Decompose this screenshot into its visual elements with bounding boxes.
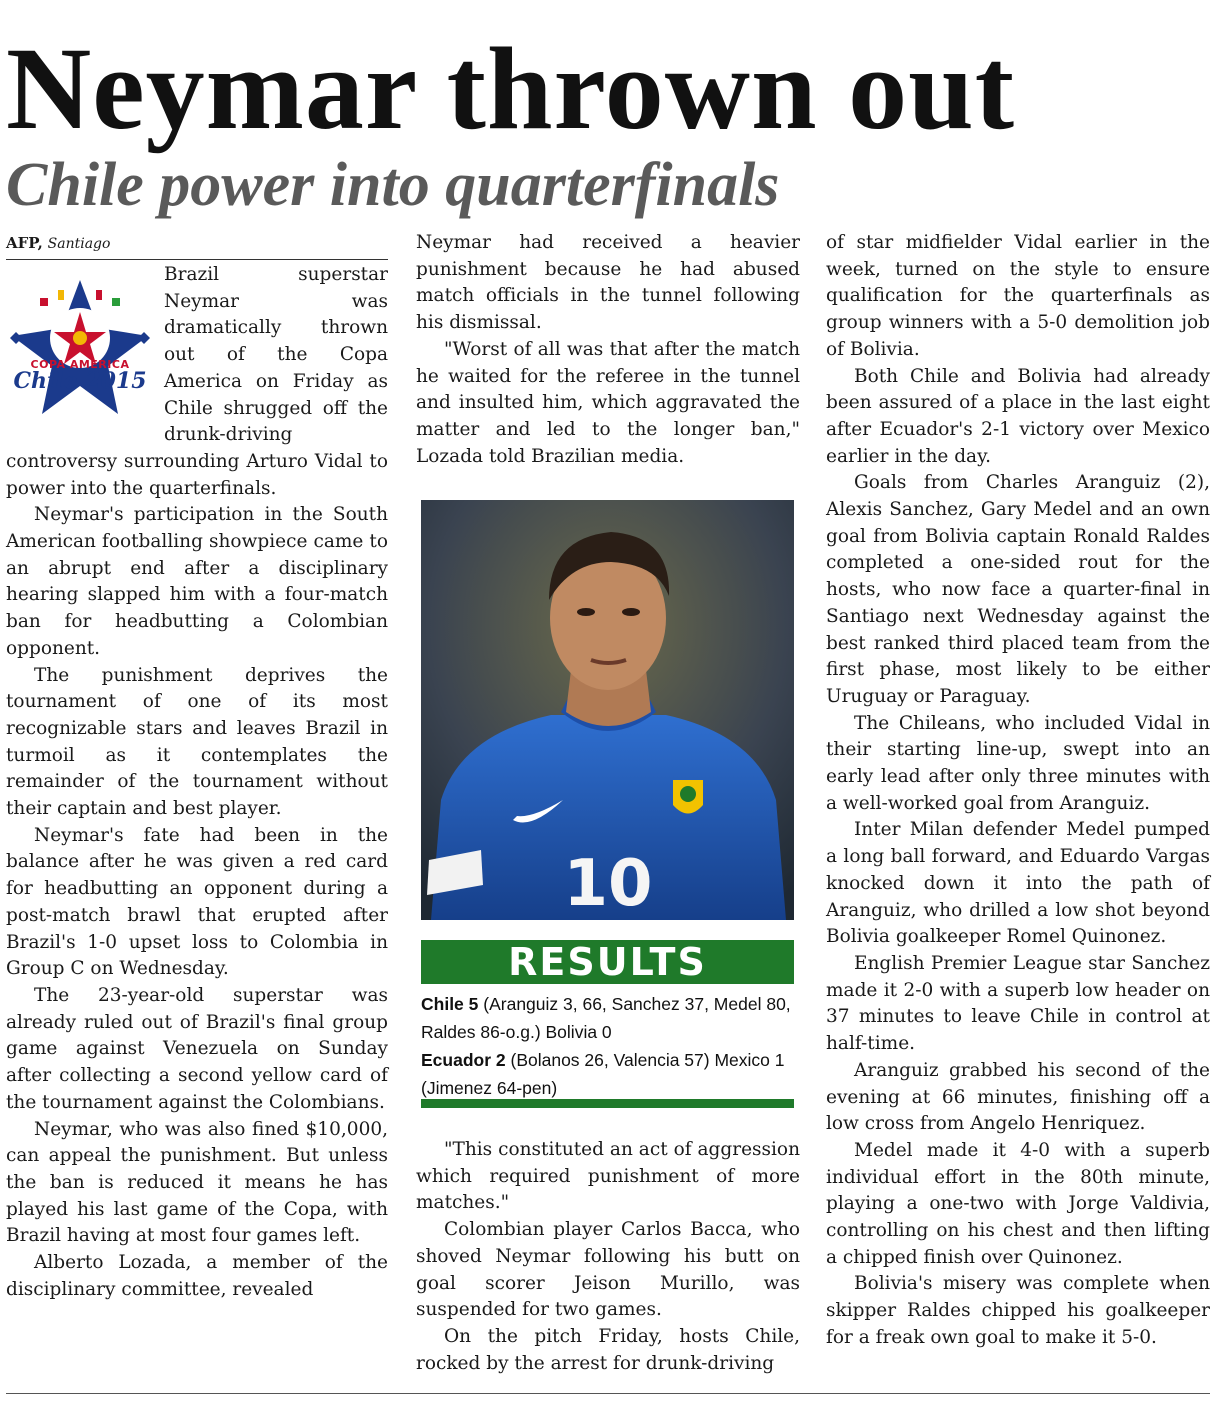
paragraph: Both Chile and Bolivia had already been assured of a place in the last eight after Ecuador's 2-1 victory over Mexico earlier in the day. bbox=[826, 365, 1210, 467]
paragraph: Neymar had received a heavier punishment because he had abused match officials in the tunnel following his dismissal. bbox=[416, 232, 800, 334]
copa-america-logo bbox=[6, 276, 154, 436]
paragraph: On the pitch Friday, hosts Chile, rocked by the arrest for drunk-driving bbox=[416, 1325, 800, 1374]
paragraph: "Worst of all was that after the match he waited for the referee in the tunnel and insulted him, which aggravated the matter and led to the longer ban," Lozada told Brazilian media. bbox=[416, 338, 800, 467]
result-detail: (Bolanos 26, Valencia 57) Mexico 1 (Jimenez 64-pen) bbox=[421, 1050, 785, 1098]
paragraph: Medel made it 4-0 with a superb individual effort in the 80th minute, playing a one-two with Jorge Valdivia, controlling on his chest and then lifting a chipped finish over Quinonez. bbox=[826, 1139, 1210, 1268]
paragraph: Neymar, who was also fined $10,000, can appeal the punishment. But unless the ban is reduced it means he has played his last game of the Copa, with Brazil having at most four games left. bbox=[6, 1118, 388, 1247]
result-team: Ecuador 2 bbox=[421, 1050, 506, 1070]
headline: Neymar thrown out bbox=[6, 23, 1016, 154]
copa-america-star-icon bbox=[6, 276, 154, 416]
paragraph: Brazil superstar Neymar was dramatically thrown out of the Copa America on Friday as Chile shrugged off the drunk-driving controversy surrounding Arturo Vidal to power into the quarterfinals. bbox=[6, 264, 388, 499]
paragraph: Neymar's participation in the South American footballing showpiece came to an abrupt end after a disciplinary hearing slapped him with a four-match ban for headbutting a Colombian opponent. bbox=[6, 504, 388, 659]
result-line bbox=[421, 1046, 794, 1102]
paragraph: Bolivia's misery was complete when skipper Raldes chipped his goalkeeper for a freak own goal to make it 5-0. bbox=[826, 1273, 1210, 1348]
paragraph: Alberto Lozada, a member of the disciplinary committee, revealed bbox=[6, 1252, 388, 1300]
paragraph: Inter Milan defender Medel pumped a long ball forward, and Eduardo Vargas knocked down it into the path of Aranguiz, who drilled a low shot beyond Bolivia goalkeeper Romel Quinonez. bbox=[826, 819, 1210, 948]
results-list bbox=[421, 990, 794, 1102]
article-column-1 bbox=[6, 230, 388, 1303]
byline-place: Santiago bbox=[47, 236, 111, 252]
result-team: Chile 5 bbox=[421, 994, 479, 1014]
paragraph: of star midfielder Vidal earlier in the week, turned on the style to ensure qualification for the quarterfinals as group winners with a 5-0 demolition job of Bolivia. bbox=[826, 232, 1210, 360]
neymar-photo bbox=[421, 500, 794, 920]
article-column-2-top bbox=[416, 230, 800, 470]
player-portrait-image bbox=[421, 500, 794, 920]
results-divider bbox=[421, 1099, 794, 1108]
paragraph: The punishment deprives the tournament of one of its most recognizable stars and leaves Brazil in turmoil as it contemplates the remainder of the tournament without their captain and best player. bbox=[6, 664, 388, 820]
paragraph: Goals from Charles Aranguiz (2), Alexis Sanchez, Gary Medel and an own goal from Bolivia captain Ronald Raldes completed a one-sided rout for the hosts, who now face a quarter-final in Santiago next Wednesday against the best ranked third placed team from the first phase, most likely to be either Uruguay or Paraguay. bbox=[826, 472, 1210, 707]
logo-line-2: Chile 2015 bbox=[13, 368, 147, 394]
bottom-rule bbox=[6, 1393, 1210, 1394]
paragraph: The 23-year-old superstar was already ruled out of Brazil's final group game against Venezuela on Sunday after collecting a second yellow card of the tournament against the Colombians. bbox=[6, 984, 388, 1113]
paragraph: Aranguiz grabbed his second of the evening at 66 minutes, finishing off a low cross from Angelo Henriquez. bbox=[826, 1059, 1210, 1135]
paragraph: Colombian player Carlos Bacca, who shoved Neymar following his butt on goal scorer Jeison Murillo, was suspended for two games. bbox=[416, 1219, 800, 1321]
paragraph: "This constituted an act of aggression which required punishment of more matches." bbox=[416, 1139, 800, 1214]
paragraph: English Premier League star Sanchez made it 2-0 with a superb low header on 37 minutes to leave Chile in control at half-time. bbox=[826, 952, 1210, 1055]
logo-line-1: COPA AMERICA bbox=[30, 358, 130, 371]
article-column-2-bottom bbox=[416, 1137, 800, 1377]
shirt-number: 10 bbox=[563, 847, 653, 920]
result-line bbox=[421, 990, 794, 1046]
subheadline: Chile power into quarterfinals bbox=[6, 151, 780, 219]
paragraph: Neymar's fate had been in the balance after he was given a red card for headbutting an opponent during a post-match brawl that erupted after Brazil's 1-0 upset loss to Colombia in Group C on Wednesday. bbox=[6, 824, 388, 980]
results-header: RESULTS bbox=[421, 940, 794, 984]
byline-agency: AFP, bbox=[6, 234, 43, 252]
article-column-3 bbox=[826, 230, 1210, 1352]
byline bbox=[6, 230, 388, 260]
paragraph: The Chileans, who included Vidal in their starting line-up, swept into an early lead after only three minutes with a well-worked goal from Aranguiz. bbox=[826, 712, 1210, 814]
result-detail: (Aranguiz 3, 66, Sanchez 37, Medel 80, Raldes 86-o.g.) Bolivia 0 bbox=[421, 994, 791, 1042]
